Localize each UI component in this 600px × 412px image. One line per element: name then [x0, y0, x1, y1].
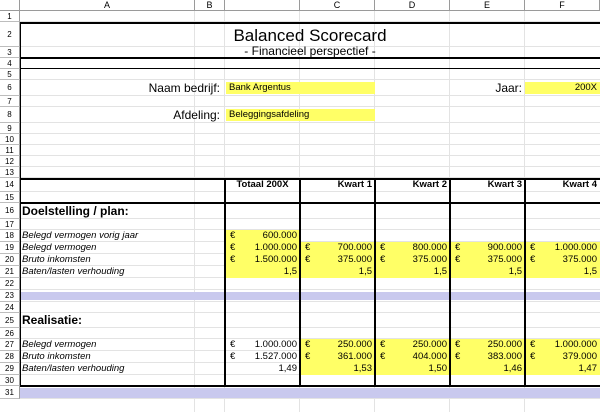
border	[20, 68, 600, 69]
year-label: Jaar:	[495, 81, 522, 95]
column-title: Kwart 4	[562, 179, 597, 190]
data-cell[interactable]: 1,5	[283, 266, 297, 277]
row-header[interactable]: 10	[0, 134, 20, 145]
row-header[interactable]: 5	[0, 69, 20, 80]
data-cell[interactable]: 404.000	[412, 351, 447, 362]
row-header[interactable]: 15	[0, 192, 20, 203]
column-header[interactable]: A	[20, 0, 195, 11]
data-cell[interactable]: 1,53	[353, 363, 372, 374]
data-cell[interactable]: 1,49	[278, 363, 297, 374]
row-label: Baten/lasten verhouding	[22, 266, 125, 277]
data-cell[interactable]: 375.000	[337, 254, 372, 265]
row-header[interactable]: 26	[0, 328, 20, 339]
row-header[interactable]: 29	[0, 363, 20, 375]
dept-input[interactable]: Beleggingsafdeling	[229, 109, 310, 120]
gridline	[20, 155, 600, 156]
data-cell[interactable]: 361.000	[337, 351, 372, 362]
data-cell[interactable]: 1.000.000	[554, 242, 597, 253]
row-header[interactable]: 22	[0, 278, 20, 290]
row-header[interactable]: 25	[0, 313, 20, 328]
row-label: Bruto inkomsten	[22, 254, 91, 265]
row-label: Bruto inkomsten	[22, 351, 91, 362]
page-subtitle: - Financieel perspectief -	[244, 44, 376, 58]
gridline	[20, 398, 600, 399]
currency-symbol: €	[530, 351, 536, 362]
border	[374, 178, 376, 386]
currency-symbol: €	[305, 351, 311, 362]
row-header[interactable]: 20	[0, 254, 20, 266]
currency-symbol: €	[230, 339, 236, 350]
data-cell[interactable]: 1,46	[503, 363, 522, 374]
data-cell[interactable]: 1,47	[578, 363, 597, 374]
currency-symbol: €	[380, 242, 386, 253]
currency-symbol: €	[455, 351, 461, 362]
row-label: Belegd vermogen	[22, 339, 97, 350]
row-header[interactable]: 30	[0, 375, 20, 386]
column-title: Kwart 2	[412, 179, 447, 190]
data-cell[interactable]: 375.000	[487, 254, 522, 265]
row-header[interactable]: 23	[0, 290, 20, 302]
border	[449, 178, 451, 386]
border	[20, 385, 600, 387]
separator-band	[20, 388, 600, 398]
row-header[interactable]: 21	[0, 266, 20, 278]
currency-symbol: €	[455, 254, 461, 265]
currency-symbol: €	[530, 339, 536, 350]
row-header[interactable]: 14	[0, 178, 20, 192]
data-cell[interactable]: 1,50	[428, 363, 447, 374]
separator-band	[20, 292, 600, 300]
data-cell[interactable]: 800.000	[412, 242, 447, 253]
gridline	[20, 133, 600, 134]
year-input[interactable]: 200X	[574, 82, 597, 93]
border	[524, 178, 526, 386]
data-cell[interactable]: 600.000	[262, 230, 297, 241]
row-header[interactable]: 28	[0, 351, 20, 363]
currency-symbol: €	[230, 242, 236, 253]
row-header[interactable]: 18	[0, 230, 20, 242]
data-cell[interactable]: 1,5	[508, 266, 522, 277]
border	[299, 178, 301, 386]
row-header[interactable]: 24	[0, 302, 20, 313]
row-header[interactable]: 17	[0, 219, 20, 230]
column-title: Kwart 1	[337, 179, 372, 190]
gridline	[20, 144, 600, 145]
currency-symbol: €	[305, 339, 311, 350]
column-title: Totaal 200X	[236, 179, 289, 190]
border	[224, 178, 226, 386]
data-cell[interactable]: 1.527.000	[254, 351, 297, 362]
row-header[interactable]: 12	[0, 156, 20, 167]
data-cell[interactable]: 1.500.000	[254, 254, 297, 265]
row-header[interactable]: 7	[0, 96, 20, 107]
data-cell[interactable]: 700.000	[337, 242, 372, 253]
currency-symbol: €	[380, 254, 386, 265]
row-header[interactable]: 6	[0, 80, 20, 96]
data-cell[interactable]: 383.000	[487, 351, 522, 362]
column-header[interactable]: D	[375, 0, 450, 11]
column-header[interactable]: B	[195, 0, 225, 11]
currency-symbol: €	[305, 254, 311, 265]
data-cell[interactable]: 1,5	[433, 266, 447, 277]
currency-symbol: €	[305, 242, 311, 253]
section-heading-plan: Doelstelling / plan:	[22, 204, 129, 218]
column-title: Kwart 3	[487, 179, 522, 190]
data-cell[interactable]: 375.000	[412, 254, 447, 265]
data-cell[interactable]: 250.000	[337, 339, 372, 350]
row-header[interactable]: 3	[0, 47, 20, 58]
dept-label: Afdeling:	[173, 108, 220, 122]
row-header[interactable]: 4	[0, 58, 20, 69]
data-cell[interactable]: 900.000	[487, 242, 522, 253]
data-cell[interactable]: 375.000	[562, 254, 597, 265]
row-label: Baten/lasten verhouding	[22, 363, 125, 374]
gridline	[20, 301, 600, 302]
column-header[interactable]: E	[450, 0, 525, 11]
row-header[interactable]: 27	[0, 339, 20, 351]
company-label: Naam bedrijf:	[148, 81, 220, 95]
data-cell[interactable]: 250.000	[412, 339, 447, 350]
row-header[interactable]: 1	[0, 11, 20, 22]
currency-symbol: €	[380, 351, 386, 362]
data-cell[interactable]: 1.000.000	[254, 339, 297, 350]
row-header[interactable]: 19	[0, 242, 20, 254]
currency-symbol: €	[530, 242, 536, 253]
column-header[interactable]: C	[300, 0, 375, 11]
row-label: Belegd vermogen vorig jaar	[22, 230, 139, 241]
data-cell[interactable]: 1.000.000	[554, 339, 597, 350]
gridline	[20, 289, 600, 290]
gridline	[20, 166, 600, 167]
row-header[interactable]: 16	[0, 203, 20, 219]
company-input[interactable]: Bank Argentus	[229, 82, 291, 93]
currency-symbol: €	[380, 339, 386, 350]
row-header[interactable]: 2	[0, 22, 20, 47]
currency-symbol: €	[230, 254, 236, 265]
select-all-corner[interactable]	[0, 0, 20, 11]
currency-symbol: €	[230, 351, 236, 362]
currency-symbol: €	[230, 230, 236, 241]
row-label: Belegd vermogen	[22, 242, 97, 253]
data-cell[interactable]: 379.000	[562, 351, 597, 362]
column-header[interactable]: F	[525, 0, 600, 11]
row-header[interactable]: 8	[0, 107, 20, 123]
row-header[interactable]: 11	[0, 145, 20, 156]
data-cell[interactable]: 1.000.000	[254, 242, 297, 253]
row-header[interactable]: 13	[0, 167, 20, 178]
row-header[interactable]: 31	[0, 386, 20, 399]
section-heading-real: Realisatie:	[22, 313, 83, 327]
data-cell[interactable]: 1,5	[358, 266, 372, 277]
currency-symbol: €	[455, 242, 461, 253]
row-header[interactable]: 9	[0, 123, 20, 134]
data-cell[interactable]: 250.000	[487, 339, 522, 350]
currency-symbol: €	[455, 339, 461, 350]
column-header[interactable]	[225, 0, 300, 11]
currency-symbol: €	[530, 254, 536, 265]
data-cell[interactable]: 1,5	[583, 266, 597, 277]
page-title: Balanced Scorecard	[233, 26, 387, 45]
